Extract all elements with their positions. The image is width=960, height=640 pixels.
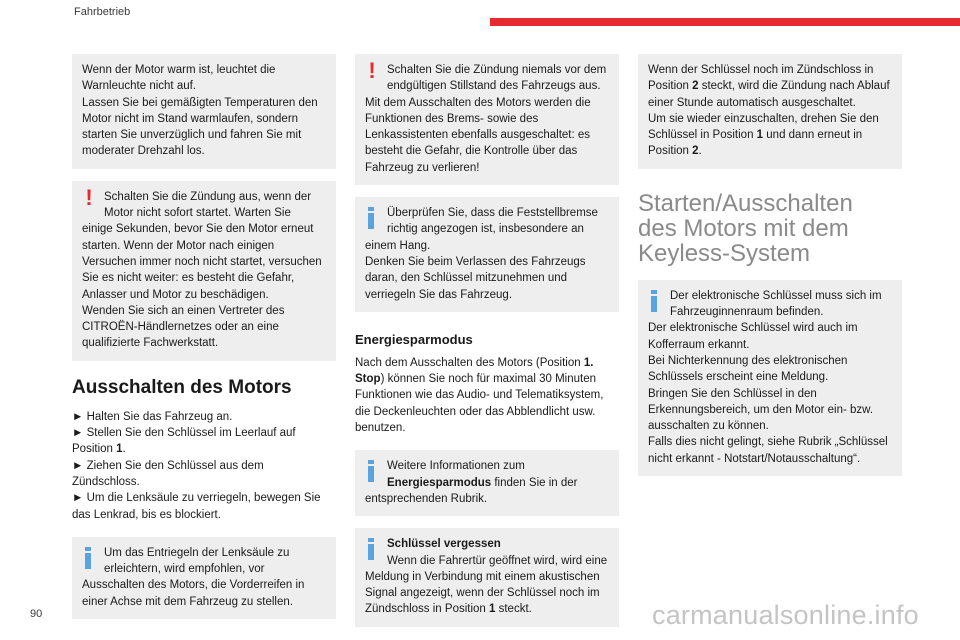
text-line: Versuchen immer noch nicht startet, versuchen: [82, 255, 322, 268]
text-line: Funktionen des Brems- sowie des: [365, 112, 539, 125]
step-line: ► Halten Sie das Fahrzeug an.: [72, 410, 233, 423]
text-line: entsprechenden Rubrik.: [365, 492, 488, 505]
text-line: Anlasser und Motor zu beschädigen.: [82, 288, 269, 301]
text-line: Wenden Sie sich an einen Vertreter des: [82, 304, 285, 317]
info-icon: [82, 547, 96, 569]
text-line: Position 2 steckt, wird die Zündung nach Ablauf: [648, 80, 890, 93]
heading-line: Starten/Ausschalten: [638, 189, 853, 217]
heading-line: des Motors mit dem: [638, 214, 849, 242]
text-line: CITROËN-Händlernetzes oder an eine: [82, 321, 279, 334]
steps-list: [72, 409, 336, 523]
warning-box: [355, 54, 619, 185]
text-line: Schalten Sie die Zündung aus, wenn der: [104, 190, 312, 203]
text-line: Lenkassistenten ebenfalls ausgeschaltet: es: [365, 129, 591, 142]
text-line: einem Hang.: [365, 239, 431, 252]
column-3: [638, 54, 902, 488]
info-icon: [365, 460, 379, 482]
column-1: [72, 54, 336, 631]
text-line: Wenn der Motor warm ist, leuchtet die: [82, 64, 276, 76]
text-line: moderater Drehzahl los.: [82, 145, 205, 158]
text-line: Bei Nichterkennung des elektronischen: [648, 354, 848, 367]
section-heading: Energiesparmodus: [355, 331, 473, 347]
text-line: besteht die Gefahr, die Kontrolle über das: [365, 145, 578, 158]
text-line: endgültigen Stillstand des Fahrzeugs aus.: [387, 80, 601, 93]
text-line: Weitere Informationen zum: [387, 460, 525, 473]
text-line: Nach dem Ausschalten des Motors (Position 1.: [355, 356, 594, 369]
text-line: Position 2.: [648, 145, 702, 158]
info-box: [355, 197, 619, 312]
exclamation-icon: !: [85, 184, 93, 210]
info-icon: [648, 290, 662, 312]
text-line: Zündschloss in Position 1 steckt.: [365, 603, 532, 616]
info-box: [72, 537, 336, 619]
paragraph: [355, 355, 619, 436]
text-line: daran, den Schlüssel mitzunehmen und: [365, 272, 568, 285]
text-line: Mit dem Ausschalten des Motors werden die: [365, 96, 591, 109]
text-line: Sie es nicht weiter: es besteht die Gefahr,: [82, 272, 295, 285]
text-line: Bringen Sie den Schlüssel in den: [648, 387, 817, 400]
text-line: Energiesparmodus finden Sie in der: [387, 476, 578, 489]
step-line: das Lenkrad, bis es blockiert.: [72, 508, 221, 521]
step-line: ► Ziehen Sie den Schlüssel aus dem: [72, 459, 264, 472]
text-line: Falls dies nicht gelingt, siehe Rubrik „Schlüssel: [648, 436, 888, 449]
text-line: Fahrzeuginnenraum befinden.: [670, 306, 824, 319]
text-line: Funktionen wie das Audio- und Telematiksystem,: [355, 389, 604, 402]
column-2: [355, 54, 619, 639]
text-line: Motor nicht im Stand warmlaufen, sondern: [82, 112, 299, 125]
text-line: einer Stunde automatisch ausgeschaltet.: [648, 96, 856, 109]
info-box: [355, 450, 619, 516]
text-line: Denken Sie beim Verlassen des Fahrzeugs: [365, 255, 586, 268]
text-line: einige Sekunden, bevor Sie den Motor erneut: [82, 223, 314, 236]
text-line: Der elektronische Schlüssel wird auch im: [648, 322, 858, 335]
warning-box: [72, 181, 336, 361]
text-line: Motor nicht sofort startet. Warten Sie: [104, 207, 291, 220]
text-line: Ausschalten des Motors, die Vorderreifen in: [82, 579, 305, 592]
step-line: Zündschloss.: [72, 475, 140, 488]
note-box: [638, 54, 902, 169]
header-accent-bar: [490, 18, 960, 26]
text-line: benutzen.: [355, 422, 406, 435]
text-line: Warnleuchte nicht auf.: [82, 80, 196, 93]
text-line: Erkennungsbereich, um den Motor ein- bzw.: [648, 403, 874, 416]
text-line: verriegeln Sie das Fahrzeug.: [365, 288, 513, 301]
text-line: Wenn die Fahrertür geöffnet wird, wird eine: [387, 554, 608, 567]
heading-line: Keyless-System: [638, 239, 811, 267]
text-line: Schlüssel in Position 1 und dann erneut in: [648, 129, 863, 142]
text-line: Der elektronische Schlüssel muss sich im: [670, 289, 882, 302]
info-icon: [365, 538, 379, 560]
text-line: Stop) können Sie noch für maximal 30 Minuten: [355, 373, 596, 386]
text-line: Schalten Sie die Zündung niemals vor dem: [387, 64, 607, 76]
exclamation-icon: !: [368, 58, 376, 83]
step-line: ► Stellen Sie den Schlüssel im Leerlauf auf: [72, 427, 296, 440]
chapter-heading: [638, 191, 902, 266]
text-line: Schlüssels erscheint eine Meldung.: [648, 371, 829, 384]
text-line: ausschalten zu können.: [648, 420, 769, 433]
watermark: carmanualsonline.info: [652, 600, 919, 630]
text-line: Signal angezeigt, wenn der Schlüssel noch im: [365, 587, 600, 600]
text-line: Meldung in Verbindung mit einem akustischen: [365, 570, 600, 583]
text-line: Kofferraum erkannt.: [648, 338, 750, 351]
info-icon: [365, 207, 379, 229]
text-line: nicht erkannt - Notstart/Notausschaltung“.: [648, 452, 861, 465]
text-line: die Deckenleuchten oder das Abblendlicht usw.: [355, 405, 596, 418]
page-number: 90: [30, 608, 43, 620]
text-line: Wenn der Schlüssel noch im Zündschloss in: [648, 64, 874, 76]
text-line: starten Sie unverzüglich und fahren Sie mit: [82, 129, 302, 142]
section-title: Fahrbetrieb: [74, 6, 131, 18]
text-line: qualifizierte Fachwerkstatt.: [82, 337, 219, 350]
text-line: starten. Wenn der Motor nach einigen: [82, 239, 275, 252]
text-line: Um sie wieder einzuschalten, drehen Sie den: [648, 112, 879, 125]
info-box: [638, 280, 902, 476]
text-line: Überprüfen Sie, dass die Feststellbremse: [387, 207, 598, 220]
text-line: einer Achse mit dem Fahrzeug zu stellen.: [82, 595, 293, 608]
note-box: [72, 54, 336, 169]
text-line: erleichtern, wird empfohlen, vor: [104, 563, 265, 576]
text-line: Um das Entriegeln der Lenksäule zu: [104, 546, 290, 559]
text-line: richtig angezogen ist, insbesondere an: [387, 223, 584, 236]
info-title: Schlüssel vergessen: [387, 538, 501, 551]
step-line: ► Um die Lenksäule zu verriegeln, bewegen Sie: [72, 492, 321, 505]
info-box: [355, 528, 619, 626]
step-line: Position 1.: [72, 443, 126, 456]
text-line: Lassen Sie bei gemäßigten Temperaturen den: [82, 96, 318, 109]
section-heading: Ausschalten des Motors: [72, 376, 292, 398]
text-line: Fahrzeug zu verlieren!: [365, 161, 480, 174]
